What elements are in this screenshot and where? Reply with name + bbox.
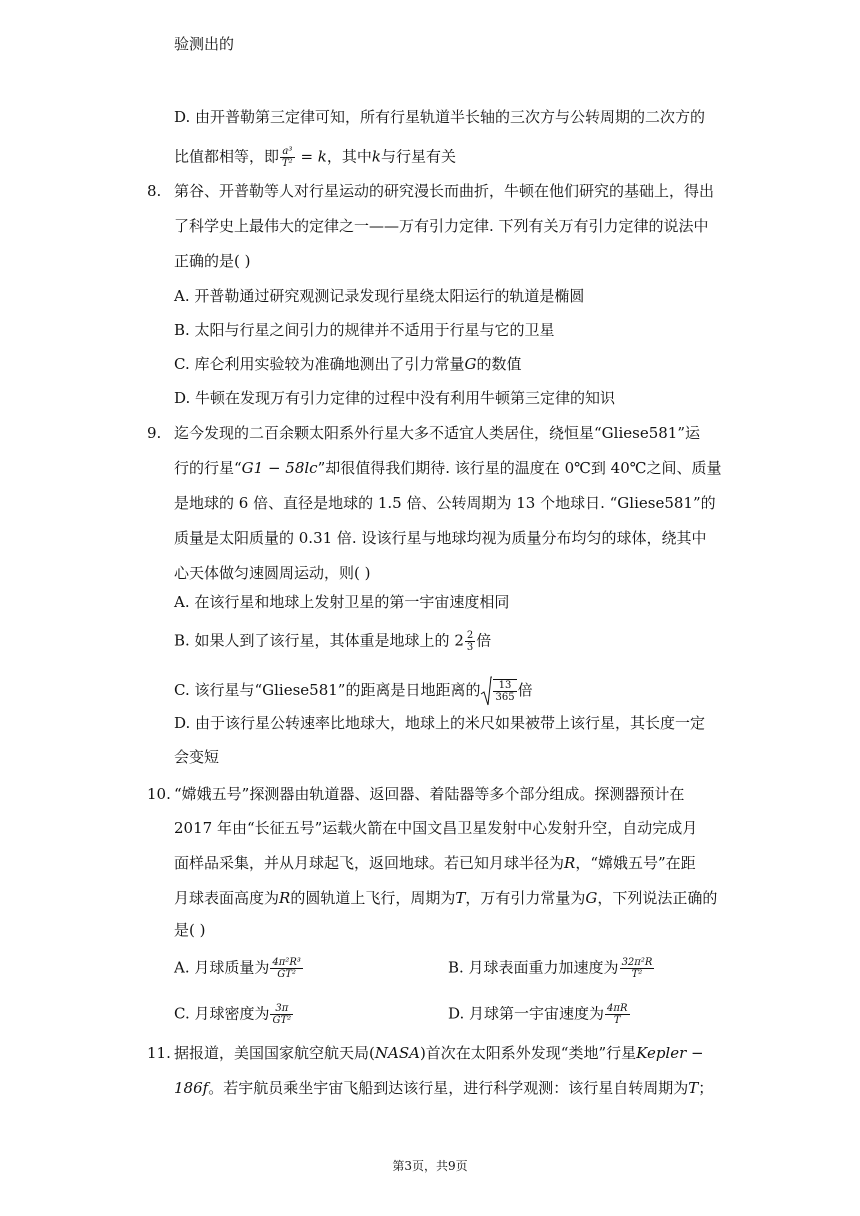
q10-option-d: D. 月球第一宇宙速度为 $\frac{4\pi R}{T}$	[448, 1003, 628, 1026]
page-footer: 第3页，共9页	[392, 1159, 468, 1173]
q10-b-fraction: $\frac{\text{32π²R}}{\text{T²}}$	[621, 957, 653, 980]
sqrt-symbol	[480, 676, 492, 706]
q9-option-d-line1: D. 由于该行星公转速率比地球大，地球上的米尺如果被带上该行星，其长度一定	[174, 714, 706, 732]
q7-option-d-line1: D. 由开普勒第三定律可知，所有行星轨道半长轴的三次方与公转周期的二次方的	[174, 108, 706, 126]
q8-stem-line1: 第谷、开普勒等人对行星运动的研究漫长而曲折，牛顿在他们研究的基础上，得出	[174, 182, 715, 200]
q9-stem-line1: 迄今发现的二百余颗太阳系外行星大多不适宜人类居住，绕恒星“Gliese581”运	[174, 424, 700, 442]
q7-continuation: 验测出的	[174, 35, 235, 53]
q10-a-fraction: $\frac{\text{4π²R³}}{\text{GT²}}$	[272, 957, 301, 980]
kepler-law-fraction: $\frac{\text{a³}}{\text{T²}}$	[282, 146, 293, 169]
q10-option-a: A. 月球质量为 $\frac{\text{4π²R³}}{\text{GT²}}$	[174, 957, 301, 980]
q10-number: 10.	[147, 785, 171, 803]
q10-option-b: B. 月球表面重力加速度为 $\frac{\text{32π²R}}{\text{T²}}$	[448, 957, 653, 980]
q11-stem-line2: 186f。若宇航员乘坐宇宙飞船到达该行星，进行科学观测：该行星自转周期为T；	[174, 1079, 714, 1097]
q10-option-c: C. 月球密度为 $\frac{3\pi}{\text{GT²}}$	[174, 1003, 292, 1026]
q11-stem-line1: 据报道，美国国家航空航天局(NASA)首次在太阳系外发现“类地”行星Kepler −	[174, 1044, 704, 1062]
q10-stem-line5: 是( )	[174, 921, 206, 939]
q9-stem-line2: 行的行星“G1 − 58lc”却很值得我们期待. 该行星的温度在 0℃到 40℃之间、质量	[174, 459, 722, 477]
q9-number: 9.	[147, 424, 162, 442]
q8-option-d: D. 牛顿在发现万有引力定律的过程中没有利用牛顿第三定律的知识	[174, 389, 616, 407]
q9-option-a: A. 在该行星和地球上发射卫星的第一宇宙速度相同	[174, 593, 510, 611]
q8-stem-line2: 了科学史上最伟大的定律之一——万有引力定律. 下列有关万有引力定律的说法中	[174, 217, 709, 235]
q10-d-fraction: $\frac{4\pi R}{T}$	[607, 1003, 628, 1026]
q10-c-fraction: $\frac{3\pi}{\text{GT²}}$	[272, 1003, 292, 1026]
q10-stem-line1: “嫦娥五号”探测器由轨道器、返回器、着陆器等多个部分组成。探测器预计在	[174, 785, 685, 803]
q10-stem-line2: 2017 年由“长征五号”运载火箭在中国文昌卫星发射中心发射升空，自动完成月	[174, 819, 698, 837]
q9-option-b: B. 如果人到了该行星，其体重是地球上的 2 $\frac{2}{3}$ 倍	[174, 630, 492, 653]
q9-option-d-line2: 会变短	[174, 748, 220, 766]
q8-option-b: B. 太阳与行星之间引力的规律并不适用于行星与它的卫星	[174, 321, 555, 339]
q8-number: 8.	[147, 182, 162, 200]
q9-b-fraction: $\frac{2}{3}$	[466, 630, 474, 653]
q8-option-c: C. 库仑利用实验较为准确地测出了引力常量G的数值	[174, 355, 522, 373]
q9-stem-line3: 是地球的 6 倍、直径是地球的 1.5 倍、公转周期为 13 个地球日. “Gliese581”的	[174, 494, 716, 512]
q9-stem-line5: 心天体做匀速圆周运动，则( )	[174, 564, 371, 582]
q8-stem-line3: 正确的是( )	[174, 252, 251, 270]
q7-option-d-line2: 比值都相等，即 $\frac{\text{a³}}{\text{T²}}$ = k，其中k与行星有关	[174, 146, 457, 169]
q9-c-fraction: $\frac{13}{365}$	[495, 680, 515, 703]
q10-stem-line4: 月球表面高度为R的圆轨道上飞行，周期为T，万有引力常量为G，下列说法正确的	[174, 889, 718, 907]
q9-option-c: C. 该行星与“Gliese581”的距离是日地距离的 $\frac{13}{365}$ 倍	[174, 676, 533, 706]
q10-stem-line3: 面样品采集，并从月球起飞，返回地球。若已知月球半径为R，“嫦娥五号”在距	[174, 854, 696, 872]
q9-stem-line4: 质量是太阳质量的 0.31 倍. 设该行星与地球均视为质量分布均匀的球体，绕其中	[174, 529, 707, 547]
q11-number: 11.	[147, 1044, 171, 1062]
q8-option-a: A. 开普勒通过研究观测记录发现行星绕太阳运行的轨道是椭圆	[174, 287, 585, 305]
